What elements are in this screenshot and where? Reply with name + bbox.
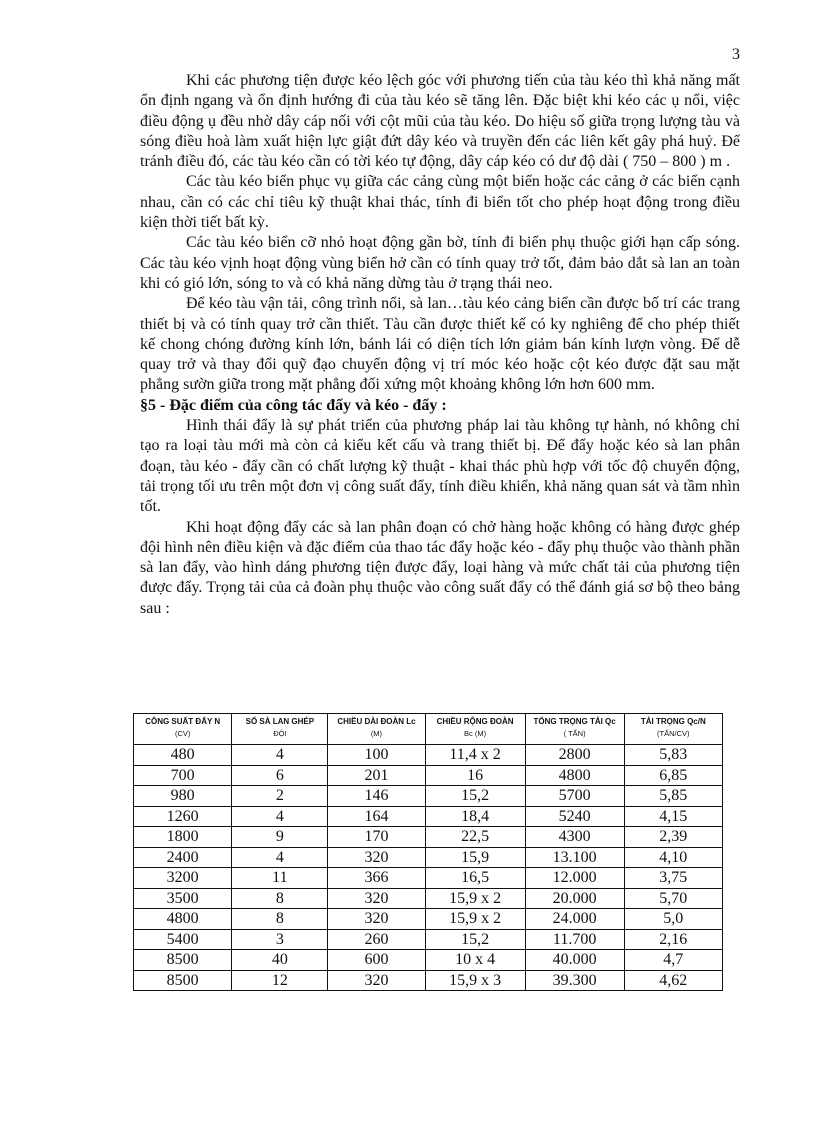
table-cell: 8500 (134, 970, 232, 991)
table-cell: 15,9 x 2 (425, 909, 525, 930)
paragraph: Để kéo tàu vận tải, công trình nổi, sà lan…tàu kéo cảng biển cần được bố trí các trang thiết bị và có tính quay trở cần thiết. Tàu cần được thiết kế có ky nghiêng để cho phép thiết kế chong chóng đường kính lớn, bánh lái có diện tích lớn giảm bán kính lượn vòng. Để dễ quay trở và thay đổi quỹ đạo chuyển động vị trí móc kéo hoặc cột kéo được đặt sau mặt phẳng sườn giữa trong mặt phẳng đối xứng một khoảng không lớn hơn 600 mm. (140, 295, 740, 394)
table-row (134, 806, 723, 827)
table-cell: 15,2 (425, 929, 525, 950)
table-cell: 320 (328, 847, 425, 868)
table-row (134, 786, 723, 807)
convoy-capacity-table-container (133, 713, 723, 991)
section-heading: §5 - Đặc điểm của công tác đẩy và kéo - đẩy : (140, 396, 447, 414)
table-cell: 39.300 (525, 970, 624, 991)
document-body (140, 71, 740, 619)
table-cell: 4800 (134, 909, 232, 930)
header-cell: CHIỀU DÀI ĐOÀN Lc (M) (328, 714, 425, 745)
table-cell: 12 (232, 970, 328, 991)
paragraph: Khi các phương tiện được kéo lệch góc với phương tiến của tàu kéo thì khả năng mất ổn định ngang và ổn định hướng đi của tàu kéo sẽ tăng lên. Đặc biệt khi kéo các ụ nổi, việc điều động ụ đều nhờ dây cáp nối với cột mũi của tàu kéo. Do hiệu số giữa trọng lượng tàu và sóng điều hoà làm xuất hiện lực giật đứt dây kéo và truyền đến các liên kết gây phá huỷ. Để tránh điều đó, các tàu kéo cần có tời kéo tự động, dây cáp kéo có dư độ dài ( 750 – 800 ) m . (140, 72, 740, 171)
table-cell: 100 (328, 745, 425, 766)
table-cell: 40 (232, 950, 328, 971)
table-row (134, 827, 723, 848)
table-row (134, 888, 723, 909)
table-cell: 20.000 (525, 888, 624, 909)
table-cell: 201 (328, 765, 425, 786)
table-cell: 4,15 (624, 806, 722, 827)
header-cell: TẢI TRỌNG Qc/N (TẤN/CV) (624, 714, 722, 745)
table-cell: 320 (328, 888, 425, 909)
table-cell: 320 (328, 909, 425, 930)
table-cell: 4,10 (624, 847, 722, 868)
table-cell: 4 (232, 847, 328, 868)
table-cell: 13.100 (525, 847, 624, 868)
table-cell: 6,85 (624, 765, 722, 786)
table-cell: 11 (232, 868, 328, 889)
table-cell: 2400 (134, 847, 232, 868)
paragraph: Khi hoạt động đẩy các sà lan phân đoạn có chở hàng hoặc không có hàng được ghép đội hình nên điều kiện và đặc điểm của thao tác đẩy hoặc kéo - đẩy phụ thuộc vào thành phần sà lan đẩy, vào hình dáng phương tiện được đẩy, loại hàng và mức chất tải của phương tiện được đẩy. Trọng tải của cả đoàn phụ thuộc vào công suất đẩy có thể đánh giá sơ bộ theo bảng sau : (140, 518, 740, 617)
table-cell: 480 (134, 745, 232, 766)
paragraph: Hình thái đẩy là sự phát triển của phương pháp lai tàu không tự hành, nó không chỉ tạo ra loại tàu mới mà còn cả kiểu kết cấu và trang thiết bị. Để đẩy hoặc kéo sà lan phân đoạn, tàu kéo - đẩy cần có chất lượng kỹ thuật - khai thác phù hợp với tốc độ chuyển động, tải trọng tối ưu trên một đơn vị công suất đẩy, tính điều khiển, khả năng quan sát và tầm nhìn tốt. (140, 417, 740, 516)
table-cell: 980 (134, 786, 232, 807)
table-cell: 8 (232, 909, 328, 930)
table-cell: 320 (328, 970, 425, 991)
table-cell: 16 (425, 765, 525, 786)
table-cell: 260 (328, 929, 425, 950)
table-cell: 5,70 (624, 888, 722, 909)
table-row (134, 909, 723, 930)
table-cell: 4300 (525, 827, 624, 848)
header-cell: CHIỀU RỘNG ĐOÀN Bc (M) (425, 714, 525, 745)
table-cell: 2,16 (624, 929, 722, 950)
page-number: 3 (732, 46, 740, 63)
table-row (134, 745, 723, 766)
table-cell: 366 (328, 868, 425, 889)
table-cell: 12.000 (525, 868, 624, 889)
table-cell: 15,2 (425, 786, 525, 807)
table-cell: 700 (134, 765, 232, 786)
table-cell: 4 (232, 806, 328, 827)
table-cell: 4 (232, 745, 328, 766)
table-cell: 4,7 (624, 950, 722, 971)
table-cell: 15,9 x 2 (425, 888, 525, 909)
table-cell: 8500 (134, 950, 232, 971)
paragraph: Các tàu kéo biển phục vụ giữa các cảng cùng một biển hoặc các cảng ở các biển cạnh nhau, cần có các chỉ tiêu kỹ thuật khai thác, tính đi biển tốt cho phép hoạt động trong điều kiện thời tiết bất kỳ. (140, 173, 740, 232)
table-cell: 2 (232, 786, 328, 807)
table-cell: 11.700 (525, 929, 624, 950)
table-cell: 600 (328, 950, 425, 971)
table-body (134, 745, 723, 991)
table-cell: 11,4 x 2 (425, 745, 525, 766)
table-cell: 15,9 x 3 (425, 970, 525, 991)
table-row (134, 868, 723, 889)
table-cell: 5,83 (624, 745, 722, 766)
table-cell: 9 (232, 827, 328, 848)
table-cell: 24.000 (525, 909, 624, 930)
table-cell: 22,5 (425, 827, 525, 848)
table-cell: 15,9 (425, 847, 525, 868)
table-cell: 5,0 (624, 909, 722, 930)
table-cell: 2,39 (624, 827, 722, 848)
table-row (134, 950, 723, 971)
table-cell: 2800 (525, 745, 624, 766)
table-row (134, 929, 723, 950)
table-cell: 5700 (525, 786, 624, 807)
table-cell: 146 (328, 786, 425, 807)
header-cell: SỐ SÀ LAN GHÉP ĐỘI (232, 714, 328, 745)
table-cell: 6 (232, 765, 328, 786)
table-cell: 3 (232, 929, 328, 950)
table-cell: 1800 (134, 827, 232, 848)
table-row (134, 970, 723, 991)
convoy-capacity-table (133, 713, 723, 991)
paragraph: Các tàu kéo biển cỡ nhỏ hoạt động gần bờ, tính đi biển phụ thuộc giới hạn cấp sóng. Các tàu kéo vịnh hoạt động vùng biển hở cần có tính quay trở tốt, đảm bảo dắt sà lan an toàn khi có gió lớn, sóng to và có khả năng dừng tàu ở trạng thái neo. (140, 234, 740, 292)
header-cell: CÔNG SUẤT ĐẨY N (CV) (134, 714, 232, 745)
table-header-row (134, 714, 723, 745)
table-cell: 8 (232, 888, 328, 909)
table-cell: 5240 (525, 806, 624, 827)
table-cell: 3,75 (624, 868, 722, 889)
table-cell: 16,5 (425, 868, 525, 889)
table-cell: 164 (328, 806, 425, 827)
table-cell: 5400 (134, 929, 232, 950)
header-cell: TỔNG TRỌNG TẢI Qc ( TẤN) (525, 714, 624, 745)
table-cell: 3500 (134, 888, 232, 909)
table-row (134, 847, 723, 868)
table-cell: 170 (328, 827, 425, 848)
table-cell: 4800 (525, 765, 624, 786)
table-cell: 4,62 (624, 970, 722, 991)
table-row (134, 765, 723, 786)
table-cell: 5,85 (624, 786, 722, 807)
table-cell: 18,4 (425, 806, 525, 827)
table-cell: 3200 (134, 868, 232, 889)
table-cell: 40.000 (525, 950, 624, 971)
table-cell: 1260 (134, 806, 232, 827)
table-cell: 10 x 4 (425, 950, 525, 971)
